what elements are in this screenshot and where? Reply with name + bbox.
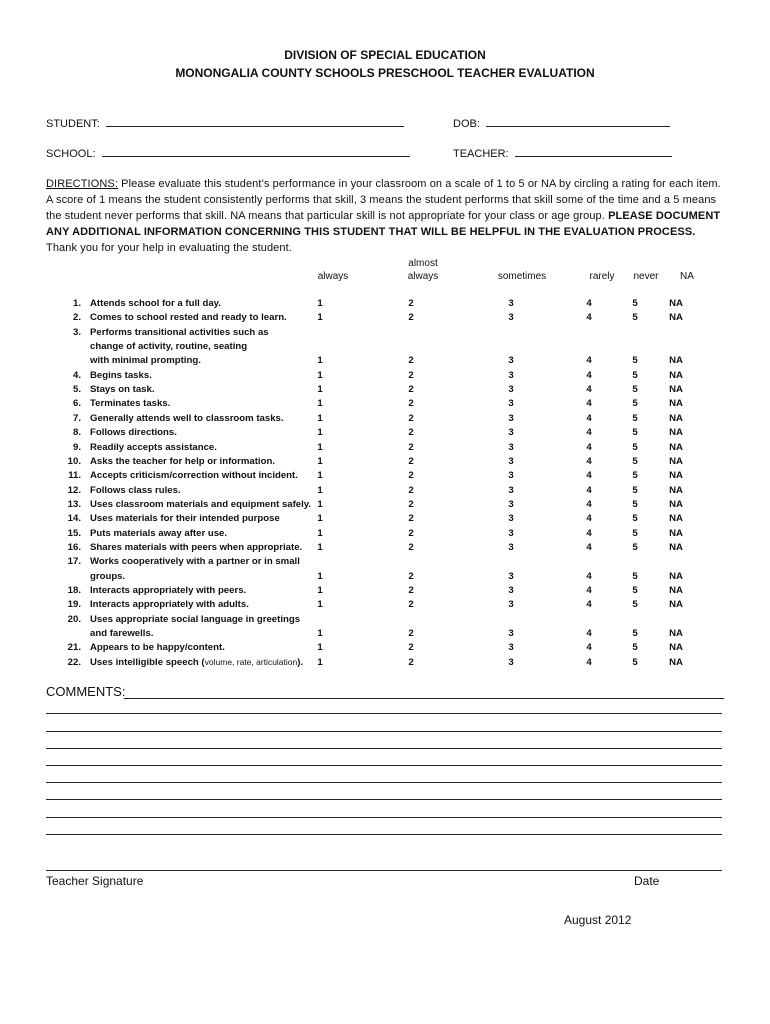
directions xyxy=(46,176,726,256)
rating-option[interactable]: 4 xyxy=(586,484,592,496)
item-number: 12. xyxy=(67,484,81,496)
rating-option[interactable]: 4 xyxy=(586,642,592,654)
rating-option[interactable]: 2 xyxy=(408,642,414,654)
item-label xyxy=(90,585,246,596)
signature-line[interactable] xyxy=(46,870,722,871)
rating-option[interactable]: 2 xyxy=(408,441,414,453)
rating-option[interactable]: NA xyxy=(669,513,683,525)
rating-option[interactable]: 3 xyxy=(508,628,514,640)
rating-option[interactable]: 4 xyxy=(586,513,592,525)
item-label-text: Puts materials away after use. xyxy=(90,527,228,539)
rating-option[interactable]: 3 xyxy=(508,355,514,367)
rating-option[interactable]: 4 xyxy=(586,498,592,510)
item-label xyxy=(90,499,311,510)
col-almost-top: almost xyxy=(408,258,438,269)
rating-option[interactable]: 2 xyxy=(408,312,414,324)
rating-option[interactable]: 4 xyxy=(586,412,592,424)
rating-option[interactable]: NA xyxy=(669,312,683,324)
school-label: SCHOOL: xyxy=(46,148,96,160)
rating-option[interactable]: 1 xyxy=(317,527,323,539)
item-label xyxy=(90,456,275,467)
item-number: 18. xyxy=(67,585,81,596)
rating-option[interactable]: 2 xyxy=(408,484,414,496)
rating-option[interactable]: NA xyxy=(669,384,683,396)
directions-thanks: Thank you for your help in evaluating the student. xyxy=(46,242,292,254)
item-label xyxy=(90,442,217,453)
rating-option[interactable]: 1 xyxy=(317,656,323,668)
item-row xyxy=(0,642,770,656)
item-label xyxy=(90,384,155,395)
student-label: STUDENT: xyxy=(46,118,100,130)
item-number: 1. xyxy=(72,298,81,309)
item-row xyxy=(0,456,770,470)
item-label-text: Follows directions. xyxy=(90,427,177,439)
item-label xyxy=(90,370,152,381)
school-line[interactable] xyxy=(102,146,410,157)
rating-option[interactable]: 3 xyxy=(508,369,514,381)
item-label xyxy=(90,485,181,496)
teacher-label: TEACHER: xyxy=(453,148,509,160)
rating-option[interactable]: 2 xyxy=(408,656,414,668)
rating-option[interactable]: 5 xyxy=(632,298,638,309)
rating-option[interactable]: 2 xyxy=(408,355,414,367)
item-number: 16. xyxy=(67,541,81,553)
dob-label: DOB: xyxy=(453,118,480,130)
item-label xyxy=(90,427,177,438)
item-label-text: Works cooperatively with a partner or in small xyxy=(90,556,300,568)
item-number: 5. xyxy=(72,384,81,396)
item-label xyxy=(90,542,302,553)
rating-option[interactable]: 2 xyxy=(408,412,414,424)
item-number: 15. xyxy=(67,527,81,539)
rating-option[interactable]: 5 xyxy=(632,527,638,539)
item-label-text: groups. xyxy=(90,570,126,582)
directions-bold: PLEASE DOCUMENT ANY ADDITIONAL INFORMATION CONCERNING THIS STUDENT THAT WILL BE HELPFUL IN THE EVALUATION PROCESS. xyxy=(46,210,721,238)
rating-option[interactable]: 4 xyxy=(586,298,592,309)
comment-line[interactable] xyxy=(46,713,722,714)
item-row xyxy=(0,599,770,613)
rating-option[interactable]: 5 xyxy=(632,656,638,668)
rating-option[interactable]: 5 xyxy=(632,355,638,367)
comment-line[interactable] xyxy=(46,765,722,766)
rating-option[interactable]: 1 xyxy=(317,369,323,381)
teacher-signature-label: Teacher Signature xyxy=(46,874,144,888)
rating-option[interactable]: 5 xyxy=(632,398,638,410)
rating-option[interactable]: 1 xyxy=(317,427,323,439)
rating-option[interactable]: 3 xyxy=(508,656,514,668)
item-number: 22. xyxy=(67,656,81,668)
rating-option[interactable]: 4 xyxy=(586,599,592,611)
rating-option[interactable]: 3 xyxy=(508,570,514,582)
comment-line[interactable] xyxy=(46,731,722,732)
rating-option[interactable]: 3 xyxy=(508,599,514,611)
item-number: 4. xyxy=(72,369,81,381)
comment-line[interactable] xyxy=(46,817,722,818)
rating-option[interactable]: 4 xyxy=(586,541,592,553)
rating-option[interactable]: 1 xyxy=(317,585,323,596)
col-na: NA xyxy=(680,271,694,282)
rating-option[interactable]: 2 xyxy=(408,498,414,510)
rating-option[interactable]: NA xyxy=(669,369,683,381)
item-label-text: Accepts criticism/correction without incident. xyxy=(90,470,298,482)
item-row xyxy=(0,355,770,369)
item-label-suffix: ). xyxy=(297,656,304,668)
rating-option[interactable]: 5 xyxy=(632,455,638,467)
item-number: 17. xyxy=(67,556,81,568)
rating-option[interactable]: 4 xyxy=(586,470,592,482)
rating-option[interactable]: 1 xyxy=(317,599,323,611)
item-label-text: Comes to school rested and ready to learn. xyxy=(90,312,287,324)
item-label-note: volume, rate, articulation xyxy=(204,656,298,667)
item-label xyxy=(90,513,280,524)
rating-option[interactable]: 1 xyxy=(317,570,323,582)
item-label-text: Uses intelligible speech ( xyxy=(90,656,205,668)
item-number: 11. xyxy=(68,470,81,482)
teacher-field[interactable] xyxy=(453,146,672,160)
col-rarely: rarely xyxy=(589,271,615,282)
rating-option[interactable]: NA xyxy=(669,441,683,453)
rating-option[interactable]: 1 xyxy=(317,642,323,654)
directions-text: Please evaluate this student’s performance in your classroom on a scale of 1 to 5 or NA by circling a rating for each item. A score of 1 means the student consistently performs that skill, 3 means the student performs that skill some of the time and a 5 means the student never performs that skill. NA means that particular skill is not appropriate for your class or age group. xyxy=(46,178,721,222)
rating-option[interactable]: 3 xyxy=(508,312,514,324)
comments-label: COMMENTS: xyxy=(46,684,126,699)
rating-option[interactable]: 2 xyxy=(408,298,414,309)
rating-option[interactable]: 1 xyxy=(317,541,323,553)
student-field[interactable] xyxy=(46,116,404,130)
item-row xyxy=(0,571,770,585)
item-row xyxy=(0,413,770,427)
rating-option[interactable]: 1 xyxy=(317,398,323,410)
rating-option[interactable]: 3 xyxy=(508,498,514,510)
item-number: 2. xyxy=(72,312,81,324)
item-label-text: Attends school for a full day. xyxy=(90,298,221,309)
comment-line[interactable] xyxy=(46,834,722,835)
rating-option[interactable]: 1 xyxy=(317,470,323,482)
item-label xyxy=(90,556,300,567)
item-number: 20. xyxy=(67,613,81,625)
rating-option[interactable]: 1 xyxy=(317,513,323,525)
item-row xyxy=(0,312,770,326)
rating-option[interactable]: 2 xyxy=(408,599,414,611)
rating-option[interactable]: 4 xyxy=(586,441,592,453)
rating-option[interactable]: 1 xyxy=(317,355,323,367)
item-row xyxy=(0,442,770,456)
rating-option[interactable]: NA xyxy=(669,570,683,582)
rating-option[interactable]: 3 xyxy=(508,484,514,496)
rating-option[interactable]: 4 xyxy=(586,369,592,381)
item-label xyxy=(90,599,249,610)
rating-option[interactable]: NA xyxy=(669,298,683,309)
item-label xyxy=(90,642,225,653)
rating-option[interactable]: NA xyxy=(669,599,683,611)
item-row xyxy=(0,628,770,642)
item-row xyxy=(0,427,770,441)
teacher-line[interactable] xyxy=(515,146,672,157)
rating-option[interactable]: 1 xyxy=(317,455,323,467)
item-label-text: Appears to be happy/content. xyxy=(90,642,225,654)
item-label-text: Asks the teacher for help or information. xyxy=(90,455,275,467)
comment-line[interactable] xyxy=(46,782,722,783)
rating-option[interactable]: 4 xyxy=(586,585,592,596)
rating-option[interactable]: 2 xyxy=(408,398,414,410)
item-label xyxy=(90,614,300,625)
item-label-text: Uses appropriate social language in greetings xyxy=(90,613,301,625)
rating-option[interactable]: NA xyxy=(669,412,683,424)
rating-option[interactable]: 3 xyxy=(508,585,514,596)
col-sometimes: sometimes xyxy=(497,271,547,282)
item-row xyxy=(0,513,770,527)
rating-option[interactable]: 5 xyxy=(632,427,638,439)
rating-option[interactable]: 2 xyxy=(408,384,414,396)
rating-option[interactable]: 4 xyxy=(586,384,592,396)
item-label-text: Begins tasks. xyxy=(90,369,152,381)
item-row xyxy=(0,384,770,398)
rating-option[interactable]: NA xyxy=(669,656,683,668)
item-row xyxy=(0,585,770,599)
item-label xyxy=(90,298,221,309)
rating-option[interactable]: 3 xyxy=(508,527,514,539)
col-almost-bottom: always xyxy=(407,271,439,282)
item-number: 10. xyxy=(67,455,81,467)
item-label-text: and farewells. xyxy=(90,628,154,640)
item-row xyxy=(0,370,770,384)
rating-option[interactable]: 4 xyxy=(586,427,592,439)
rating-option[interactable]: 5 xyxy=(632,642,638,654)
item-row xyxy=(0,614,770,628)
rating-option[interactable]: 3 xyxy=(508,470,514,482)
rating-option[interactable]: 2 xyxy=(408,470,414,482)
item-label-text: Generally attends well to classroom tasks. xyxy=(90,412,284,424)
rating-option[interactable]: 2 xyxy=(408,369,414,381)
revision-date: August 2012 xyxy=(564,913,632,927)
rating-option[interactable]: 3 xyxy=(508,642,514,654)
rating-option[interactable]: 3 xyxy=(508,384,514,396)
item-row xyxy=(0,542,770,556)
rating-option[interactable]: 2 xyxy=(408,585,414,596)
rating-option[interactable]: 4 xyxy=(586,570,592,582)
school-field[interactable] xyxy=(46,146,410,160)
rating-option[interactable]: 4 xyxy=(586,628,592,640)
item-row xyxy=(0,298,770,312)
item-label-text: Interacts appropriately with peers. xyxy=(90,585,247,596)
item-number: 9. xyxy=(72,441,81,453)
rating-option[interactable]: NA xyxy=(669,498,683,510)
item-label xyxy=(90,341,247,352)
rating-option[interactable]: 4 xyxy=(586,527,592,539)
rating-option[interactable]: 2 xyxy=(408,570,414,582)
item-row xyxy=(0,327,770,341)
rating-option[interactable]: 4 xyxy=(586,312,592,324)
item-label xyxy=(90,327,269,338)
comment-line[interactable] xyxy=(124,698,724,699)
item-label-text: Performs transitional activities such as xyxy=(90,326,269,338)
rating-option[interactable]: 3 xyxy=(508,541,514,553)
rating-option[interactable]: 3 xyxy=(508,427,514,439)
item-label xyxy=(90,470,298,481)
rating-option[interactable]: 2 xyxy=(408,513,414,525)
item-number: 7. xyxy=(72,412,81,424)
rating-option[interactable]: NA xyxy=(669,541,683,553)
item-label-text: Terminates tasks. xyxy=(90,398,171,410)
item-row xyxy=(0,470,770,484)
rating-option[interactable]: 5 xyxy=(632,441,638,453)
item-row xyxy=(0,657,770,671)
rating-option[interactable]: 3 xyxy=(508,412,514,424)
rating-option[interactable]: 5 xyxy=(632,312,638,324)
item-label-text: Stays on task. xyxy=(90,384,155,396)
item-label xyxy=(90,528,227,539)
item-row xyxy=(0,499,770,513)
rating-option[interactable]: NA xyxy=(669,484,683,496)
item-row xyxy=(0,485,770,499)
rating-option[interactable]: NA xyxy=(669,628,683,640)
rating-option[interactable]: 5 xyxy=(632,498,638,510)
rating-option[interactable]: 2 xyxy=(408,628,414,640)
item-row xyxy=(0,341,770,355)
item-label xyxy=(90,628,153,639)
col-always: always xyxy=(317,271,349,282)
item-label xyxy=(90,398,170,409)
rating-option[interactable]: 5 xyxy=(632,628,638,640)
item-label-text: with minimal prompting. xyxy=(90,355,201,367)
rating-option[interactable]: NA xyxy=(669,398,683,410)
item-label-text: Readily accepts assistance. xyxy=(90,441,217,453)
item-label-text: Interacts appropriately with adults. xyxy=(90,599,249,611)
rating-option[interactable]: 4 xyxy=(586,656,592,668)
rating-option[interactable]: 1 xyxy=(317,484,323,496)
item-label-text: Shares materials with peers when appropriate. xyxy=(90,541,303,553)
rating-option[interactable]: 4 xyxy=(586,398,592,410)
item-number: 8. xyxy=(72,427,81,439)
rating-option[interactable]: 2 xyxy=(408,427,414,439)
rating-option[interactable]: 3 xyxy=(508,455,514,467)
rating-option[interactable]: 3 xyxy=(508,398,514,410)
rating-option[interactable]: 1 xyxy=(317,384,323,396)
rating-option[interactable]: 1 xyxy=(317,441,323,453)
rating-option[interactable]: 5 xyxy=(632,513,638,525)
item-label xyxy=(90,571,125,582)
item-row xyxy=(0,528,770,542)
rating-option[interactable]: 2 xyxy=(408,455,414,467)
item-label-text: Uses classroom materials and equipment safely. xyxy=(90,498,312,510)
rating-option[interactable]: NA xyxy=(669,642,683,654)
rating-option[interactable]: 1 xyxy=(317,498,323,510)
rating-option[interactable]: NA xyxy=(669,470,683,482)
rating-option[interactable]: 4 xyxy=(586,355,592,367)
student-line[interactable] xyxy=(106,116,404,127)
rating-option[interactable]: 3 xyxy=(508,441,514,453)
date-label: Date xyxy=(634,874,660,888)
rating-option[interactable]: NA xyxy=(669,585,683,596)
rating-option[interactable]: 3 xyxy=(508,298,514,309)
rating-option[interactable]: 2 xyxy=(408,541,414,553)
form-title: DIVISION OF SPECIAL EDUCATION xyxy=(284,48,486,62)
item-label-text: change of activity, routine, seating xyxy=(90,341,248,353)
item-row xyxy=(0,556,770,570)
rating-option[interactable]: 1 xyxy=(317,298,323,309)
rating-option[interactable]: 3 xyxy=(508,513,514,525)
dob-line[interactable] xyxy=(486,116,670,127)
item-number: 21. xyxy=(67,642,81,654)
rating-option[interactable]: 1 xyxy=(317,412,323,424)
item-label-text: Follows class rules. xyxy=(90,484,181,496)
rating-option[interactable]: 5 xyxy=(632,585,638,596)
rating-option[interactable]: 1 xyxy=(317,312,323,324)
comment-line[interactable] xyxy=(46,799,722,800)
rating-option[interactable]: 2 xyxy=(408,527,414,539)
col-almost-always xyxy=(398,257,448,283)
dob-field[interactable] xyxy=(453,116,670,130)
directions-label: DIRECTIONS: xyxy=(46,178,118,190)
rating-option[interactable]: 5 xyxy=(632,470,638,482)
rating-option[interactable]: 5 xyxy=(632,599,638,611)
form-subtitle: MONONGALIA COUNTY SCHOOLS PRESCHOOL TEACHER EVALUATION xyxy=(175,66,595,80)
rating-option[interactable]: 5 xyxy=(632,384,638,396)
rating-option[interactable]: NA xyxy=(669,427,683,439)
rating-option[interactable]: 1 xyxy=(317,628,323,640)
col-never: never xyxy=(633,271,659,282)
item-number: 6. xyxy=(72,398,81,410)
item-number: 14. xyxy=(67,513,81,525)
item-number: 3. xyxy=(72,326,81,338)
item-number: 13. xyxy=(67,498,81,510)
rating-option[interactable]: 5 xyxy=(632,541,638,553)
rating-option[interactable]: NA xyxy=(669,455,683,467)
rating-option[interactable]: 4 xyxy=(586,455,592,467)
rating-option[interactable]: 5 xyxy=(632,412,638,424)
comment-line[interactable] xyxy=(46,748,722,749)
rating-option[interactable]: 5 xyxy=(632,570,638,582)
item-row xyxy=(0,398,770,412)
rating-option[interactable]: 5 xyxy=(632,369,638,381)
rating-option[interactable]: NA xyxy=(669,527,683,539)
rating-option[interactable]: NA xyxy=(669,355,683,367)
item-label-text: Uses materials for their intended purpose xyxy=(90,513,280,525)
item-label xyxy=(90,413,284,424)
item-number: 19. xyxy=(67,599,81,611)
item-label xyxy=(90,657,303,668)
item-label xyxy=(90,355,201,366)
rating-option[interactable]: 5 xyxy=(632,484,638,496)
item-label xyxy=(90,312,287,323)
